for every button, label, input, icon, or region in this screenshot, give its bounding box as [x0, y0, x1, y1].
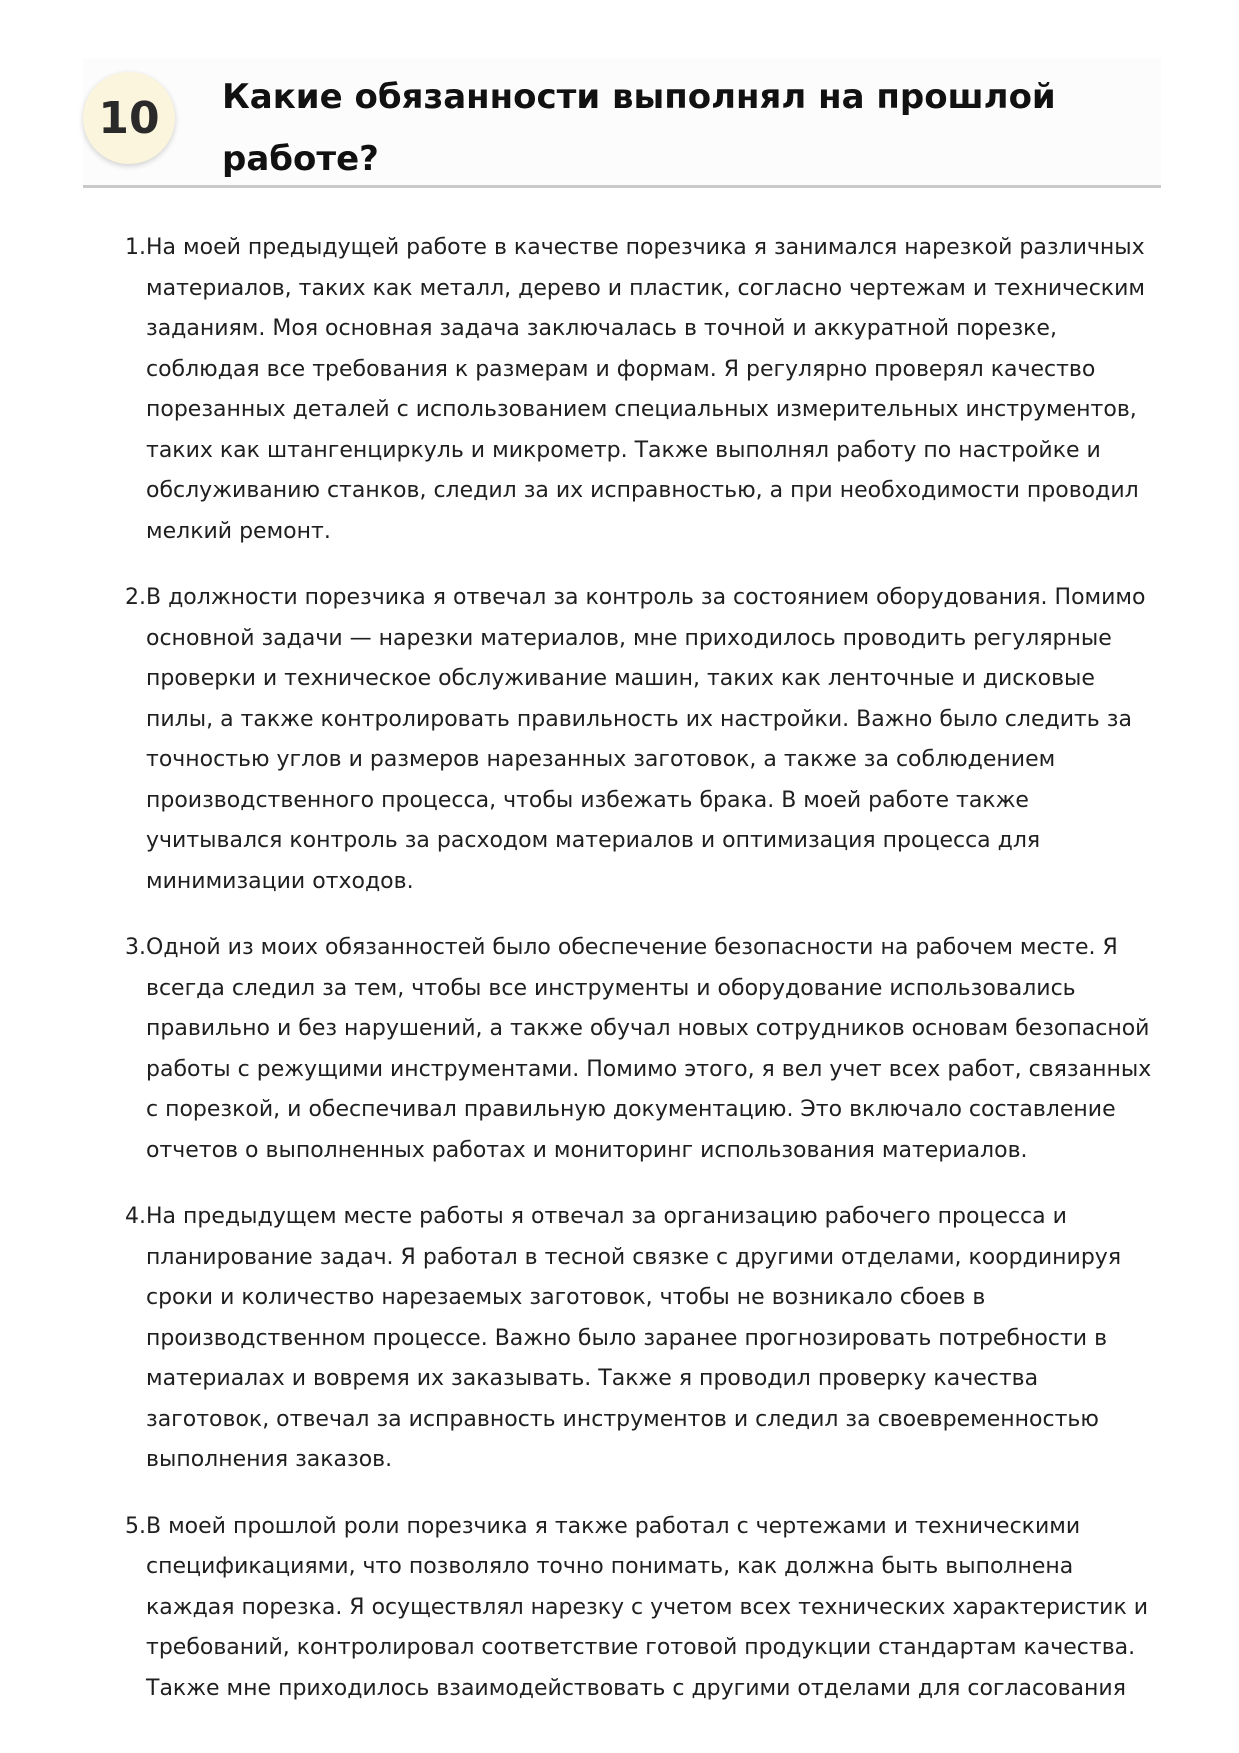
- answer-number: 1.: [125, 235, 146, 260]
- question-title: Какие обязанности выполнял на прошлой работе?: [222, 77, 1056, 179]
- answer-text: Одной из моих обязанностей было обеспечение безопасности на рабочем месте. Я всегда следил за тем, чтобы все инструменты и оборудование использовались правильно и без нарушений, а также обучал новых сотрудников основам безопасной работы с режущими инструментами. Помимо этого, я вел учет всех работ, связанных с порезкой, и обеспечивал правильную документацию. Это включало составление отчетов о выполненных работах и мониторинг использования материалов.: [146, 935, 1152, 1163]
- answer-item: [100, 1197, 1160, 1481]
- answer-item: [100, 578, 1160, 902]
- answer-item: [100, 228, 1160, 552]
- answer-text: В моей прошлой роли порезчика я также работал с чертежами и техническими спецификациями, что позволяло точно понимать, как должна быть выполнена каждая порезка. Я осуществлял нарезку с учетом всех технических характеристик и требований, контролировал соответствие готовой продукции стандартам качества. Также мне приходилось взаимодействовать с другими отделами для согласования: [146, 1513, 1149, 1701]
- answer-number: 2.: [125, 585, 146, 610]
- answer-number: 3.: [125, 935, 146, 960]
- answer-number: 5.: [125, 1513, 146, 1539]
- answer-text: В должности порезчика я отвечал за контроль за состоянием оборудования. Помимо основной задачи — нарезки материалов, мне приходилось проводить регулярные проверки и техническое обслуживание машин, таких как ленточные и дисковые пилы, а также контролировать правильность их настройки. Важно было следить за точностью углов и размеров нарезанных заготовок, а также за соблюдением производственного процесса, чтобы избежать брака. В моей работе также учитывался контроль за расходом материалов и оптимизация процесса для минимизации отходов.: [146, 585, 1146, 894]
- answer-number: 4.: [125, 1204, 146, 1229]
- answer-text: На моей предыдущей работе в качестве порезчика я занимался нарезкой различных материалов, таких как металл, дерево и пластик, согласно чертежам и техническим заданиям. Моя основная задача заключалась в точной и аккуратной порезке, соблюдая все требования к размерам и формам. Я регулярно проверял качество порезанных деталей с использованием специальных измерительных инструментов, таких как штангенциркуль и микрометр. Также выполнял работу по настройке и обслуживанию станков, следил за их исправностью, а при необходимости проводил мелкий ремонт.: [146, 235, 1145, 544]
- answer-text: На предыдущем месте работы я отвечал за организацию рабочего процесса и планирование задач. Я работал в тесной связке с другими отделами, координируя сроки и количество нарезаемых заготовок, чтобы не возникало сбоев в производственном процессе. Важно было заранее прогнозировать потребности в материалах и вовремя их заказывать. Также я проводил проверку качества заготовок, отвечал за исправность инструментов и следил за своевременностью выполнения заказов.: [146, 1204, 1122, 1472]
- answer-list: [100, 228, 1160, 1735]
- question-header: [83, 58, 1161, 188]
- question-number-badge: 10: [83, 72, 175, 164]
- answer-item: [100, 928, 1160, 1171]
- answer-item: [100, 1507, 1160, 1710]
